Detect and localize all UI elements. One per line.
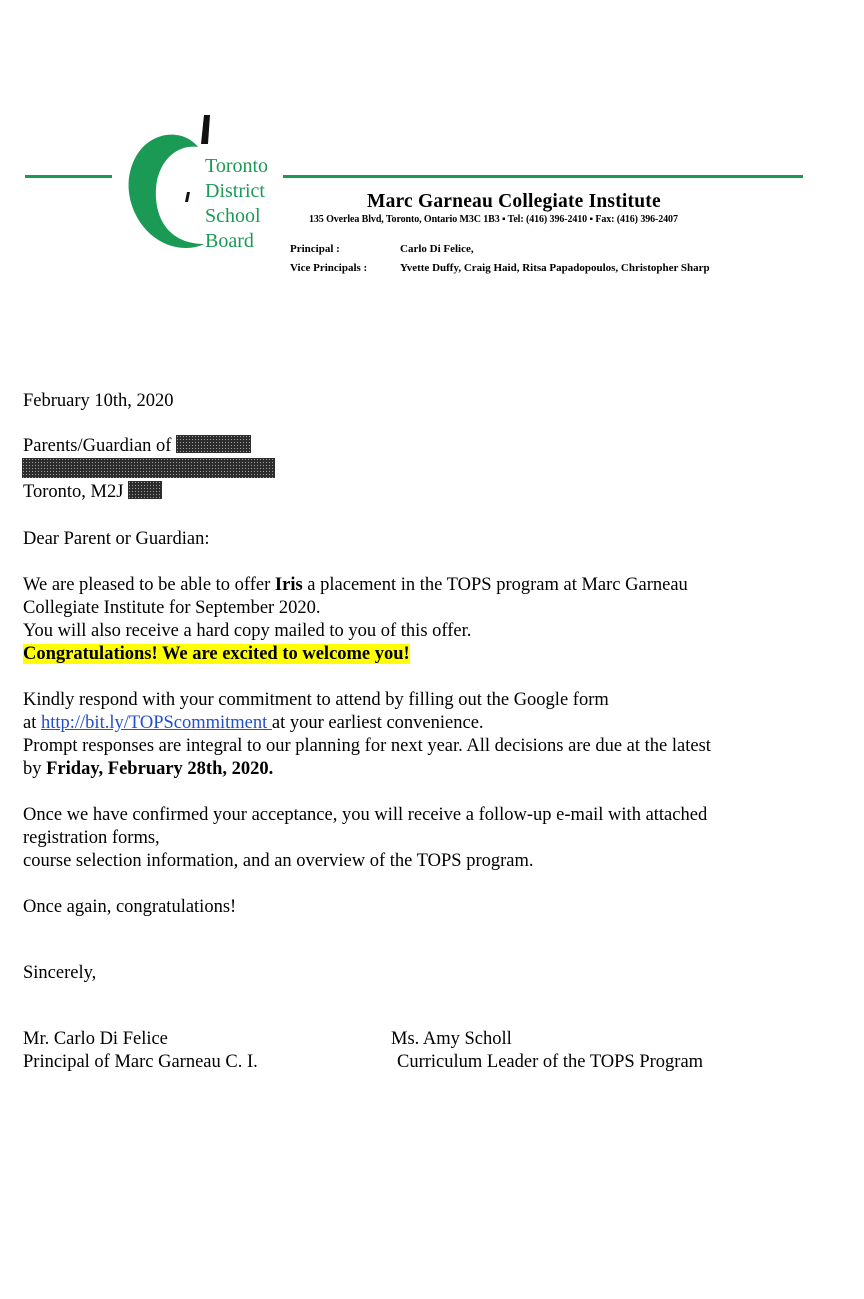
redacted-name <box>176 435 251 453</box>
offer-line-3: You will also receive a hard copy mailed to you of this offer. <box>23 621 472 641</box>
apple-stem <box>201 115 210 144</box>
letterhead-rule-left <box>25 175 112 178</box>
school-address: 135 Overlea Blvd, Toronto, Ontario M3C 1B3 ▪ Tel: (416) 396-2410 ▪ Fax: (416) 396-2407 <box>309 214 678 225</box>
recipient-line <box>23 435 251 457</box>
student-name: Iris <box>274 575 303 595</box>
respond-line-4 <box>23 758 273 780</box>
vice-principals-label: Vice Principals : <box>290 262 368 274</box>
signature-2-title: Curriculum Leader of the TOPS Program <box>397 1052 704 1072</box>
apple-seed <box>185 192 190 202</box>
recipient-city-line <box>23 481 162 503</box>
signature-1-title: Principal of Marc Garneau C. I. <box>23 1052 258 1072</box>
followup-line-2: registration forms, <box>23 828 160 848</box>
followup-line-1: Once we have confirmed your acceptance, you will receive a follow-up e-mail with attached <box>23 805 708 825</box>
signature-1-name: Mr. Carlo Di Felice <box>23 1029 168 1049</box>
offer-text-b: a placement in the TOPS program at Marc Garneau <box>302 575 688 595</box>
logo-word-board: Board <box>205 230 254 252</box>
respond-after-link: at your earliest convenience. <box>271 713 484 733</box>
respond-by: by <box>23 759 47 779</box>
recipient-label: Parents/Guardian of <box>23 436 172 456</box>
tdsb-apple-logo <box>120 112 210 254</box>
respond-line-2 <box>23 712 484 734</box>
offer-line-1 <box>23 574 688 596</box>
logo-word-toronto: Toronto <box>205 155 269 177</box>
principal-name: Carlo Di Felice, <box>400 243 474 255</box>
response-deadline: Friday, February 28th, 2020. <box>46 759 274 779</box>
congratulations-highlight <box>23 643 410 665</box>
respond-line-3: Prompt responses are integral to our planning for next year. All decisions are due at the latest <box>23 736 711 756</box>
congrats-text: Congratulations! We are excited to welcome you! <box>23 644 410 664</box>
vice-principals-names: Yvette Duffy, Craig Haid, Ritsa Papadopoulos, Christopher Sharp <box>400 262 710 274</box>
apple-body <box>129 135 204 248</box>
congrats-again: Once again, congratulations! <box>23 897 237 917</box>
offer-line-2: Collegiate Institute for September 2020. <box>23 598 321 618</box>
letter-date: February 10th, 2020 <box>23 391 174 411</box>
followup-line-3: course selection information, and an overview of the TOPS program. <box>23 851 534 871</box>
signature-2-name: Ms. Amy Scholl <box>391 1029 512 1049</box>
offer-text-a: We are pleased to be able to offer <box>23 575 275 595</box>
respond-line-1: Kindly respond with your commitment to attend by filling out the Google form <box>23 690 609 710</box>
salutation: Dear Parent or Guardian: <box>23 529 210 549</box>
redacted-postal <box>128 481 162 499</box>
logo-word-district: District <box>205 180 265 202</box>
logo-word-school: School <box>205 205 261 227</box>
google-form-link[interactable]: http://bit.ly/TOPScommitment <box>40 713 272 733</box>
redacted-street <box>22 458 275 478</box>
letterhead-rule-right <box>283 175 803 178</box>
recipient-city: Toronto, M2J <box>23 482 124 502</box>
principal-label: Principal : <box>290 243 340 255</box>
closing: Sincerely, <box>23 963 97 983</box>
respond-at: at <box>23 713 41 733</box>
school-name: Marc Garneau Collegiate Institute <box>367 191 661 212</box>
